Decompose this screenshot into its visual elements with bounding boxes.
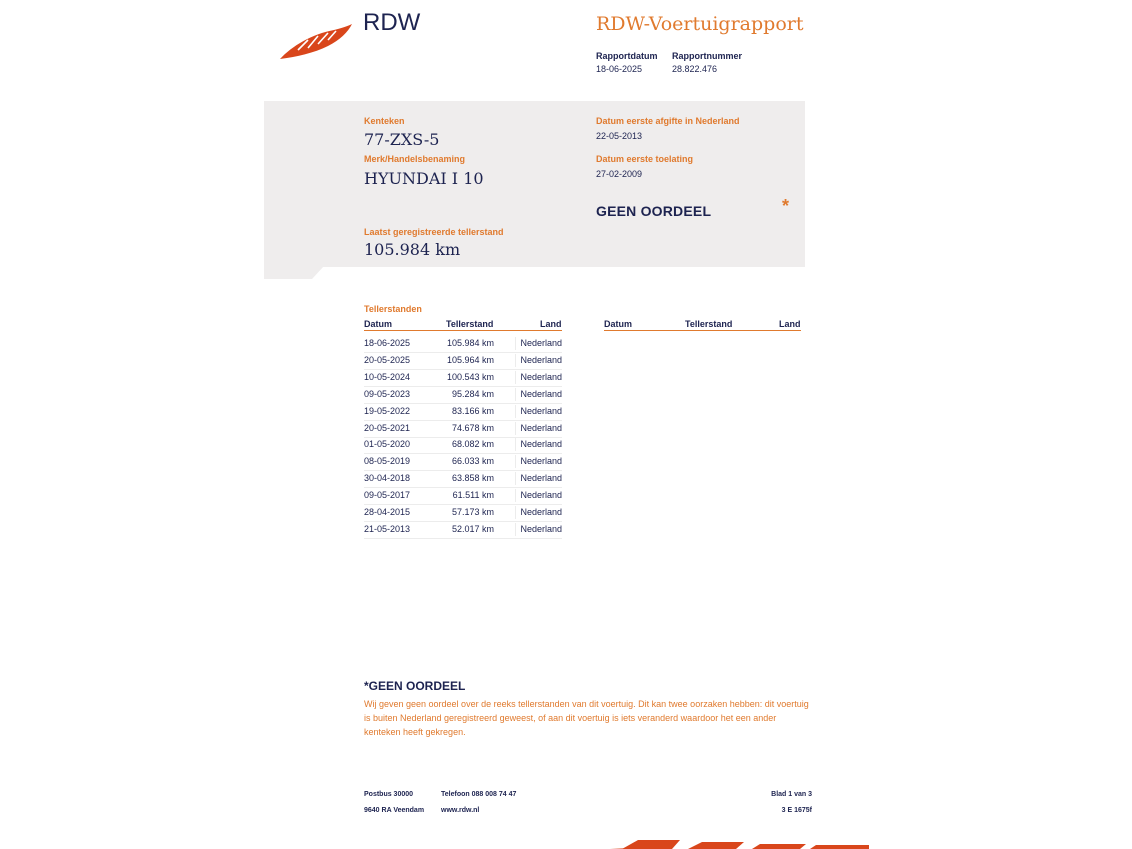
row-datum: 20-05-2025: [364, 354, 411, 365]
toelating-label: Datum eerste toelating: [596, 154, 694, 164]
row-tellerstand: 63.858 km: [451, 473, 494, 484]
row-separator: [515, 388, 516, 401]
row-separator: [515, 405, 516, 418]
merk-label: Merk/Handelsbenaming: [364, 154, 466, 164]
rapportdatum-label: Rapportdatum: [596, 51, 658, 61]
row-tellerstand: 61.511 km: [452, 490, 494, 501]
row-datum: 20-05-2021: [364, 422, 411, 433]
row-datum: 09-05-2023: [364, 388, 411, 399]
kenteken-value: 77-ZXS-5: [364, 130, 440, 149]
table-row: [364, 420, 562, 438]
row-land: Nederland: [520, 422, 562, 433]
row-separator: [515, 354, 516, 367]
row-separator: [515, 489, 516, 502]
row-land: Nederland: [520, 439, 562, 450]
table-header-rule: [364, 330, 562, 331]
row-land: Nederland: [520, 490, 562, 501]
footer-website[interactable]: www.rdw.nl: [441, 807, 480, 814]
row-datum: 30-04-2018: [364, 473, 411, 484]
rapportnummer-value: 28.822.476: [672, 64, 718, 74]
row-datum: 28-04-2015: [364, 507, 411, 517]
col-datum-header-right: Datum: [604, 319, 633, 329]
table-row: [364, 352, 562, 370]
row-tellerstand: 105.964 km: [446, 354, 494, 365]
footer-code: 3 E 1675f: [781, 807, 812, 814]
toelating-value: 27-02-2009: [596, 169, 643, 179]
table-row: [364, 403, 562, 421]
verdict-text: GEEN OORDEEL: [596, 203, 712, 219]
row-datum: 09-05-2017: [364, 490, 411, 501]
row-land: Nederland: [520, 473, 562, 484]
table-row: [364, 436, 562, 454]
footer-blad: Blad 1 van 3: [771, 791, 812, 798]
row-tellerstand: 66.033 km: [451, 456, 494, 467]
table-row: [364, 521, 562, 539]
row-separator: [515, 371, 516, 384]
row-datum: 10-05-2024: [364, 371, 411, 382]
table-row: [364, 470, 562, 488]
row-datum: 18-06-2025: [364, 338, 411, 348]
merk-value: HYUNDAI I 10: [364, 169, 484, 188]
row-land: Nederland: [520, 338, 562, 348]
rapportnummer-label: Rapportnummer: [672, 51, 743, 61]
note-text: Wij geven geen oordeel over de reeks tellerstanden van dit voertuig. Dit kan twee oorzaken hebben: dit voertuig is buiten Nederland geregistreerd geweest, of aan dit voertuig is iets veranderd waardoor het een ander kenteken heeft gekregen.: [364, 699, 809, 737]
row-separator: [515, 438, 516, 451]
row-tellerstand: 100.543 km: [446, 371, 494, 382]
row-tellerstand: 83.166 km: [451, 405, 494, 416]
row-land: Nederland: [520, 523, 562, 534]
footer-telefoon: Telefoon 088 008 74 47: [441, 791, 517, 798]
row-separator: [515, 472, 516, 485]
footer-postbus: Postbus 30000: [364, 791, 414, 798]
report-title: RDW-Voertuigrapport: [596, 13, 804, 35]
table-header-rule-right: [604, 330, 801, 331]
logo-text: RDW: [363, 9, 421, 36]
kenteken-label: Kenteken: [364, 116, 405, 126]
row-tellerstand: 105.984 km: [446, 338, 494, 348]
col-tellerstand-header: Tellerstand: [446, 319, 494, 329]
row-datum: 01-05-2020: [364, 439, 411, 450]
table-row: [364, 369, 562, 387]
verdict-star: *: [782, 196, 790, 216]
row-tellerstand: 68.082 km: [451, 439, 494, 450]
row-separator: [515, 337, 516, 350]
row-tellerstand: 57.173 km: [451, 507, 494, 517]
row-land: Nederland: [520, 388, 562, 399]
afgifte-value: 22-05-2013: [596, 131, 643, 141]
tellerstanden-title: Tellerstanden: [364, 304, 422, 314]
table-row: [364, 504, 562, 522]
row-separator: [515, 523, 516, 536]
rdw-logo-icon: [278, 22, 354, 62]
row-datum: 19-05-2022: [364, 405, 411, 416]
rapportdatum-value: 18-06-2025: [596, 64, 643, 74]
teller-value: 105.984 km: [364, 240, 461, 259]
row-land: Nederland: [520, 354, 562, 365]
row-land: Nederland: [520, 456, 562, 467]
note-star: *: [364, 679, 369, 693]
row-separator: [515, 422, 516, 435]
table-row: [364, 453, 562, 471]
row-land: Nederland: [520, 371, 562, 382]
row-datum: 08-05-2019: [364, 456, 411, 467]
col-tellerstand-header-right: Tellerstand: [685, 319, 733, 329]
row-datum: 21-05-2013: [364, 523, 411, 534]
footer-stripes-decoration: [610, 838, 869, 849]
teller-label: Laatst geregistreerde tellerstand: [364, 227, 504, 237]
col-land-header: Land: [540, 319, 562, 329]
table-row: [364, 335, 562, 353]
note-title-text: GEEN OORDEEL: [368, 679, 466, 693]
note-title: [364, 679, 465, 693]
row-separator: [515, 455, 516, 468]
footer-plaats: 9640 RA Veendam: [364, 807, 425, 814]
row-separator: [515, 506, 516, 519]
row-land: Nederland: [520, 507, 562, 517]
table-row: [364, 487, 562, 505]
col-datum-header: Datum: [364, 319, 393, 329]
table-row: [364, 386, 562, 404]
afgifte-label: Datum eerste afgifte in Nederland: [596, 116, 740, 126]
row-tellerstand: 95.284 km: [451, 388, 494, 399]
col-land-header-right: Land: [779, 319, 801, 329]
row-tellerstand: 74.678 km: [451, 422, 494, 433]
row-land: Nederland: [520, 405, 562, 416]
panel-tab-shape: [264, 266, 328, 280]
row-tellerstand: 52.017 km: [451, 523, 494, 534]
